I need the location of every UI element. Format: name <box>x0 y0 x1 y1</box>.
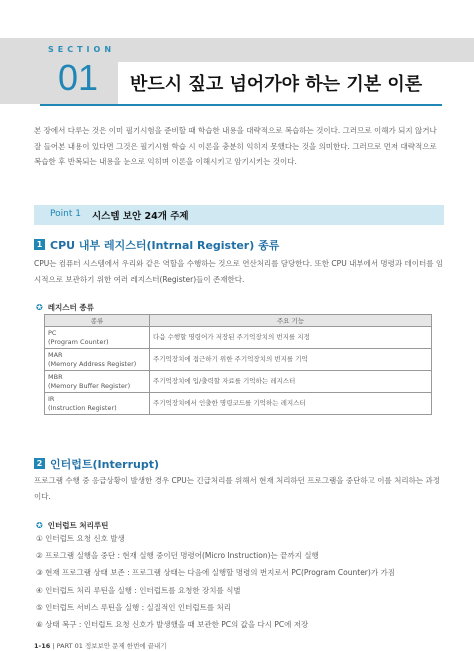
register-abbr: IR <box>48 394 55 403</box>
page-footer <box>34 641 167 650</box>
point-title: 시스템 보안 24개 주제 <box>92 211 189 222</box>
table-header-row <box>45 315 432 327</box>
table-header-function: 주요 기능 <box>150 315 432 327</box>
register-types-subheading <box>36 295 94 314</box>
heading-number-badge: 1 <box>34 239 45 250</box>
cpu-description: CPU는 컴퓨터 시스템에서 우리와 같은 역할을 수행하는 것으로 연산처리를 담당한다. 또한 CPU 내부에서 명령과 데이터를 임시적으로 보관하기 위한 여러 레지스터(Register)들이 존재한다. <box>34 259 444 284</box>
interrupt-steps-list <box>36 530 395 633</box>
list-item: ② 프로그램 실행을 중단 : 현재 실행 중이던 명령어(Micro Instruction)는 끝까지 실행 <box>36 551 319 561</box>
subheading-label: 레지스터 종류 <box>47 303 94 312</box>
table-row <box>45 349 432 371</box>
register-full-name: (Instruction Register) <box>48 403 117 412</box>
section-number: 01 <box>58 57 99 98</box>
register-full-name: (Program Counter) <box>48 337 109 346</box>
register-abbr: MAR <box>48 350 63 359</box>
register-abbr: MBR <box>48 372 63 381</box>
register-function-cell: 주기억장치에 접근하기 위한 주기억장치의 번지를 기억 <box>150 349 432 371</box>
register-full-name: (Memory Buffer Register) <box>48 381 131 390</box>
register-table <box>44 314 432 415</box>
footer-divider: | <box>52 642 57 650</box>
list-item: ① 인터럽트 요청 신호 발생 <box>36 534 125 543</box>
list-item: ③ 현재 프로그램 상태 보존 : 프로그램 상태는 다음에 실행할 명령의 번지로서 PC(Program Counter)가 가짐 <box>36 568 395 578</box>
table-row <box>45 393 432 415</box>
heading-interrupt: 인터럽트(Interrupt) <box>50 458 160 471</box>
point-label: Point 1 <box>50 209 81 219</box>
register-name-cell <box>45 393 150 415</box>
intro-paragraph: 본 장에서 다루는 것은 이미 필기시험을 준비할 때 학습한 내용을 대략적으로 복습하는 것이다. 그러므로 이해가 되지 않거나 잘 들어본 내용이 있다면 그것은 필기시험 학습 시 이론을 충분히 익히지 못했다는 것을 의미한다. 그러므로 먼저 대략적으로 복습한 후 반복되는 내용을 눈으로 익히며 이론을 이해시키고 암기시키는 것이다. <box>34 126 437 166</box>
part-title: PART 01 정보보안 문제 한번에 끝내기 <box>56 642 167 650</box>
subheading-label: 인터럽트 처리루틴 <box>47 521 109 530</box>
header-divider <box>40 104 442 106</box>
table-row <box>45 327 432 349</box>
page-number: 1-16 <box>34 642 51 650</box>
register-name-cell <box>45 349 150 371</box>
table-row <box>45 371 432 393</box>
list-item: ⑤ 인터럽트 서비스 루틴을 실행 : 실질적인 인터럽트를 처리 <box>36 602 231 612</box>
register-abbr: PC <box>48 328 57 337</box>
interrupt-description: 프로그램 수행 중 응급상황이 발생한 경우 CPU는 긴급처리를 위해서 현재 처리하던 프로그램을 중단하고 이를 처리하는 과정이다. <box>34 476 441 501</box>
register-function-cell: 주기억장치에 입/출력할 자료를 기억하는 레지스터 <box>150 371 432 393</box>
register-function-cell: 다음 수행할 명령어가 저장된 주기억장치의 번지를 지정 <box>150 327 432 349</box>
list-item: ④ 인터럽트 처리 루틴을 실행 : 인터럽트를 요청한 장치를 식별 <box>36 585 241 595</box>
bullet-icon: ✪ <box>36 303 43 312</box>
list-item: ⑥ 상태 복구 : 인터럽트 요청 신호가 발생했을 때 보관한 PC의 값을 다시 PC에 저장 <box>36 620 309 630</box>
section-title: 반드시 짚고 넘어가야 하는 기본 이론 <box>130 74 423 95</box>
register-name-cell <box>45 327 150 349</box>
register-function-cell: 주기억장치에서 인출한 명령코드를 기억하는 레지스터 <box>150 393 432 415</box>
heading-cpu-registers: CPU 내부 레지스터(Intrnal Register) 종류 <box>50 239 280 252</box>
register-name-cell <box>45 371 150 393</box>
register-full-name: (Memory Address Register) <box>48 359 137 368</box>
table-header-type: 종류 <box>45 315 150 327</box>
bullet-icon: ✪ <box>36 521 43 530</box>
section-label: SECTION <box>48 45 116 54</box>
heading-number-badge: 2 <box>34 458 45 469</box>
